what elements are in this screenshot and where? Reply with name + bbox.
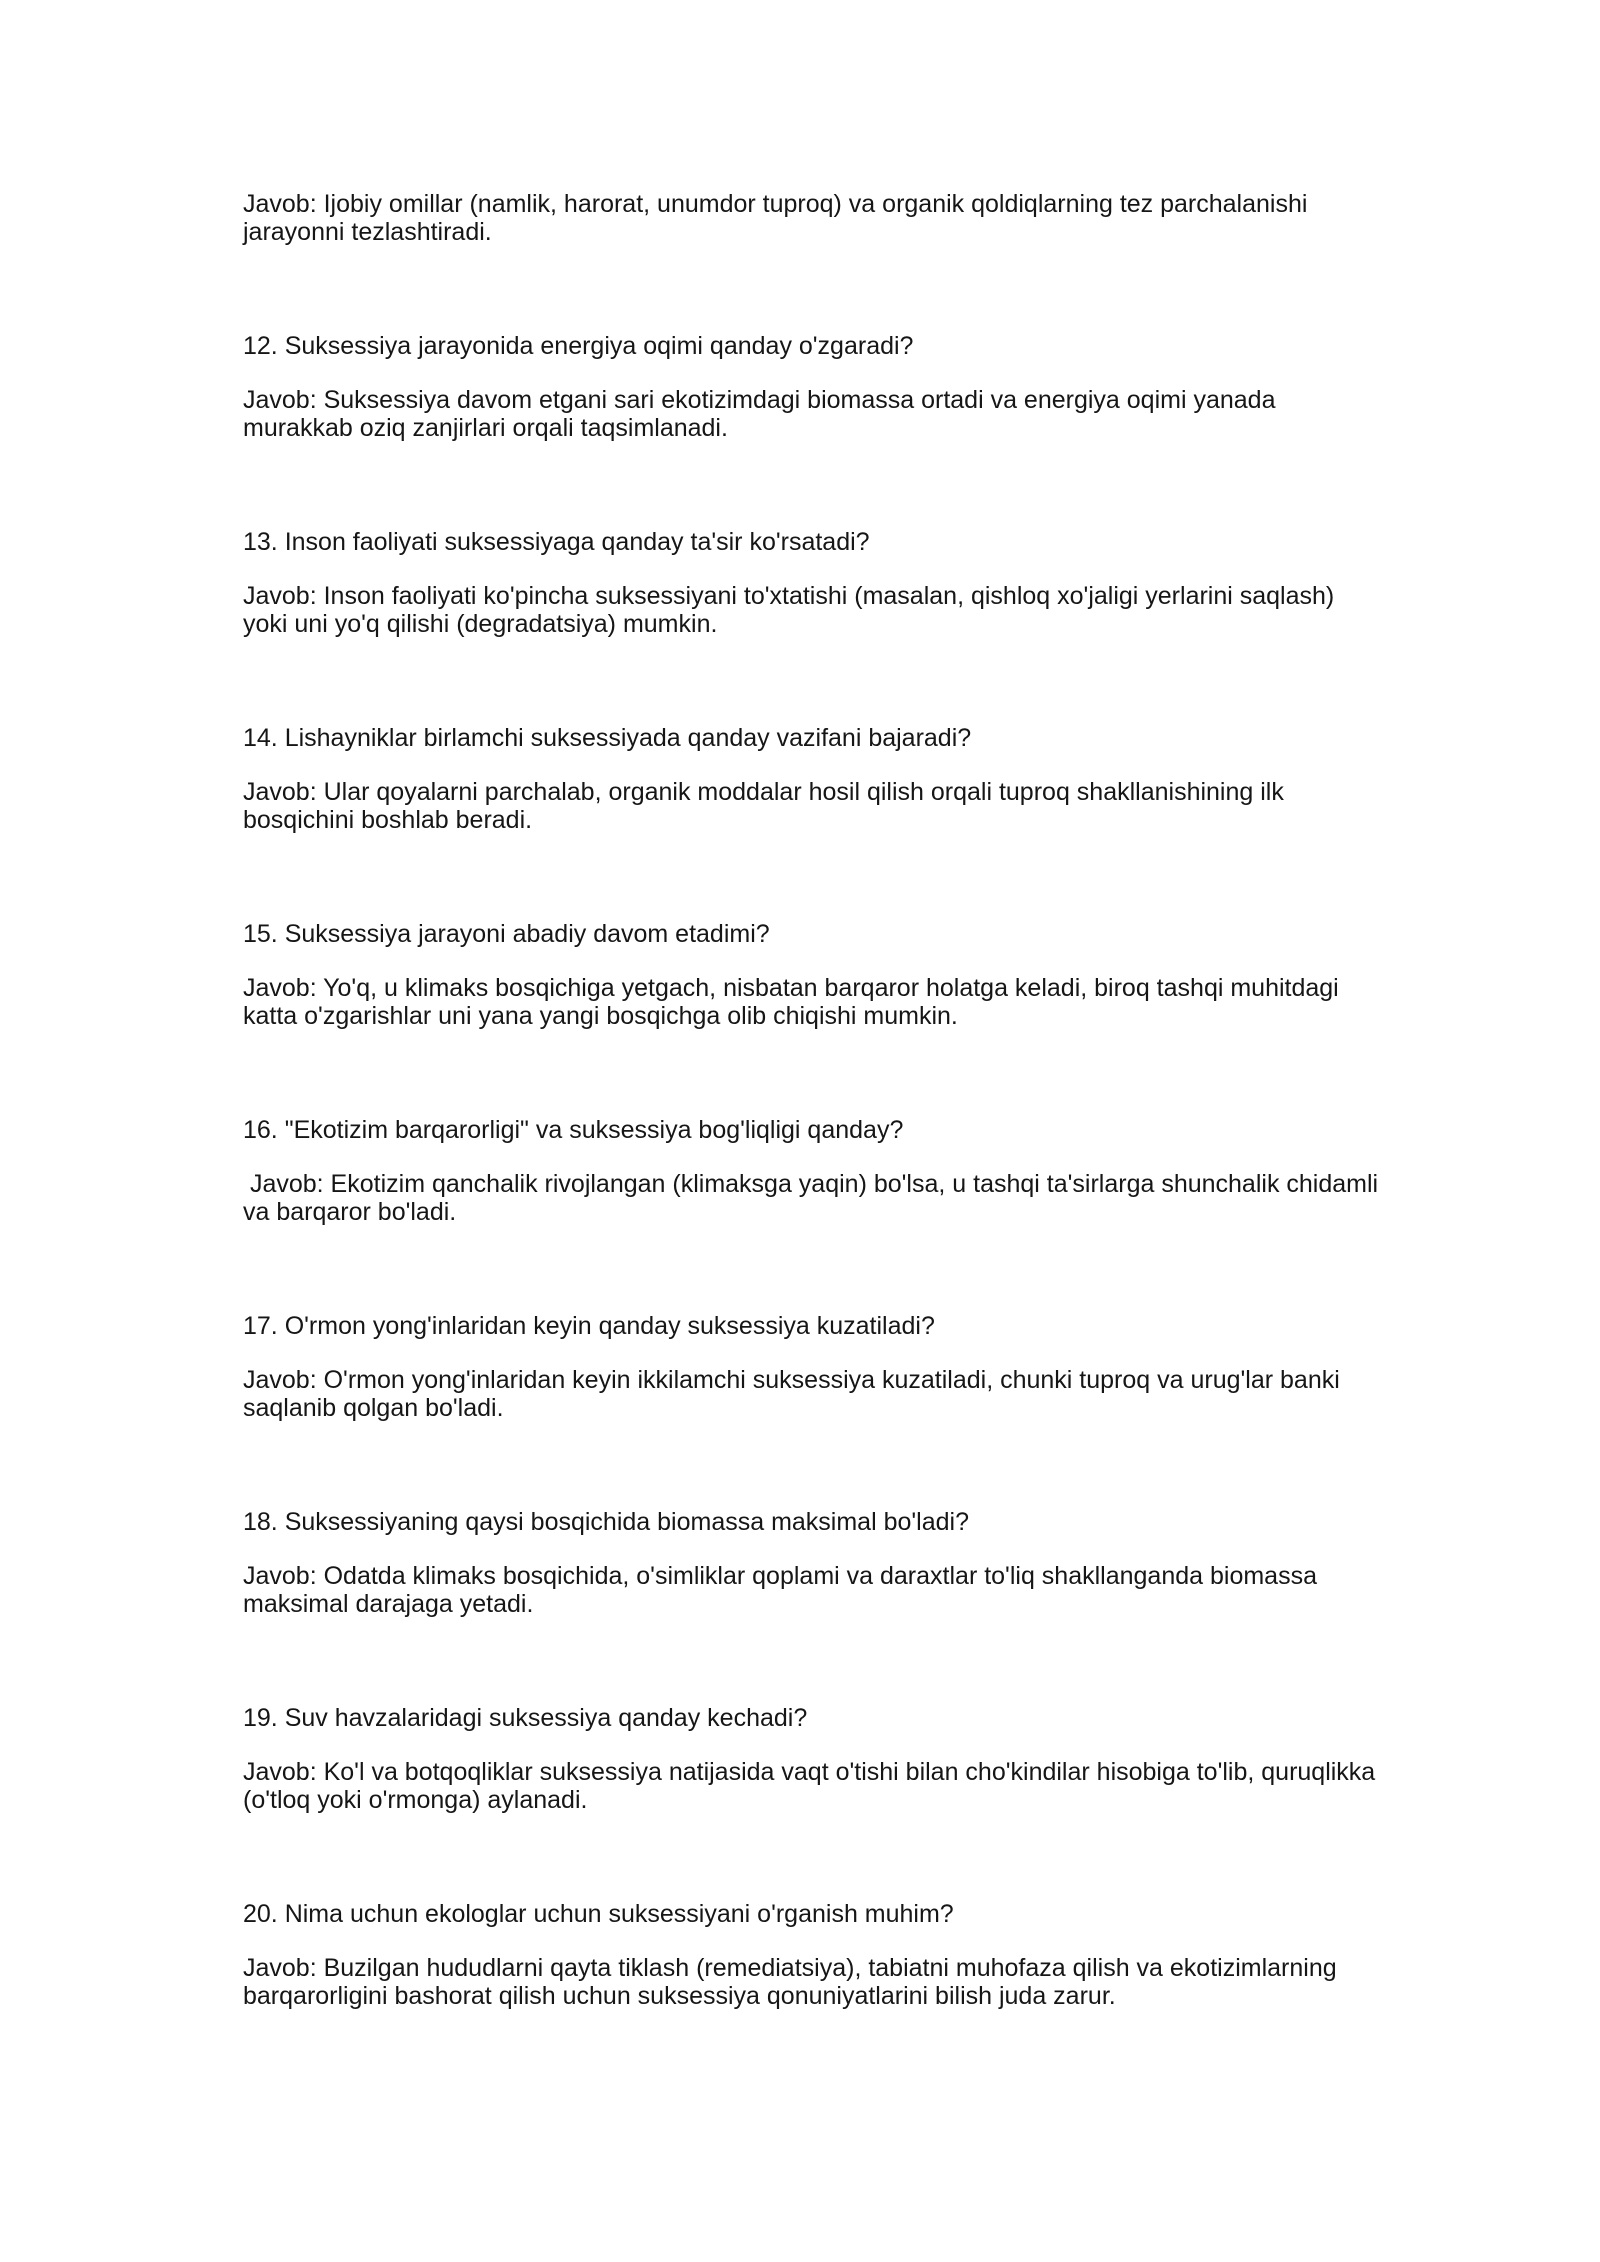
qa-item-17 [243,1312,1383,1422]
answer-text: Javob: Ekotizim qanchalik rivojlangan (klimaksga yaqin) bo'lsa, u tashqi ta'sirlarga shunchalik chidamli va barqaror bo'ladi. [243,1170,1386,1226]
answer-text: Javob: O'rmon yong'inlaridan keyin ikkilamchi suksessiya kuzatiladi, chunki tuproq va urug'lar banki saqlanib qolgan bo'ladi. [243,1366,1347,1422]
qa-item-20 [243,1900,1383,2010]
answer-text: Javob: Inson faoliyati ko'pincha suksessiyani to'xtatishi (masalan, qishloq xo'jaligi yerlarini saqlash) yoki uni yo'q qilishi (degradatsiya) mumkin. [243,582,1342,638]
question-text: 17. O'rmon yong'inlaridan keyin qanday suksessiya kuzatiladi? [243,1312,935,1340]
question-text: 19. Suv havzalaridagi suksessiya qanday kechadi? [243,1704,808,1732]
qa-item-13 [243,528,1383,638]
qa-item-19 [243,1704,1383,1814]
answer-text: Javob: Ular qoyalarni parchalab, organik moddalar hosil qilish orqali tuproq shakllanishining ilk bosqichini boshlab beradi. [243,778,1291,834]
qa-item-12 [243,332,1383,442]
qa-item-15 [243,920,1383,1030]
answer-text: Javob: Ijobiy omillar (namlik, harorat, unumdor tuproq) va organik qoldiqlarning tez parchalanishi jarayonni tezlashtiradi. [243,190,1315,246]
question-text: 12. Suksessiya jarayonida energiya oqimi qanday o'zgaradi? [243,332,914,360]
question-text: 14. Lishayniklar birlamchi suksessiyada qanday vazifani bajaradi? [243,724,972,752]
question-text: 15. Suksessiya jarayoni abadiy davom etadimi? [243,920,770,948]
qa-item-14 [243,724,1383,834]
question-text: 18. Suksessiyaning qaysi bosqichida biomassa maksimal bo'ladi? [243,1508,969,1536]
answer-text: Javob: Buzilgan hududlarni qayta tiklash (remediatsiya), tabiatni muhofaza qilish va ekotizimlarning barqarorligini bashorat qilish uchun suksessiya qonuniyatlarini bilish juda zarur. [243,1954,1344,2010]
answer-text: Javob: Suksessiya davom etgani sari ekotizimdagi biomassa ortadi va energiya oqimi yanada murakkab oziq zanjirlari orqali taqsimlanadi. [243,386,1283,442]
answer-text: Javob: Odatda klimaks bosqichida, o'simliklar qoplami va daraxtlar to'liq shakllanganda biomassa maksimal darajaga yetadi. [243,1562,1324,1618]
question-text: 20. Nima uchun ekologlar uchun suksessiyani o'rganish muhim? [243,1900,954,1928]
qa-item-16 [243,1116,1386,1226]
question-text: 16. "Ekotizim barqarorligi" va suksessiya bog'liqligi qanday? [243,1116,904,1144]
question-text: 13. Inson faoliyati suksessiyaga qanday ta'sir ko'rsatadi? [243,528,870,556]
answer-text: Javob: Yo'q, u klimaks bosqichiga yetgach, nisbatan barqaror holatga keladi, biroq tashqi muhitdagi katta o'zgarishlar uni yana yangi bosqichga olib chiqishi mumkin. [243,974,1346,1030]
document-page [243,190,1386,2096]
qa-item-18 [243,1508,1383,1618]
answer-text: Javob: Ko'l va botqoqliklar suksessiya natijasida vaqt o'tishi bilan cho'kindilar hisobiga to'lib, quruqlikka (o'tloq yoki o'rmonga) aylanadi. [243,1758,1383,1814]
